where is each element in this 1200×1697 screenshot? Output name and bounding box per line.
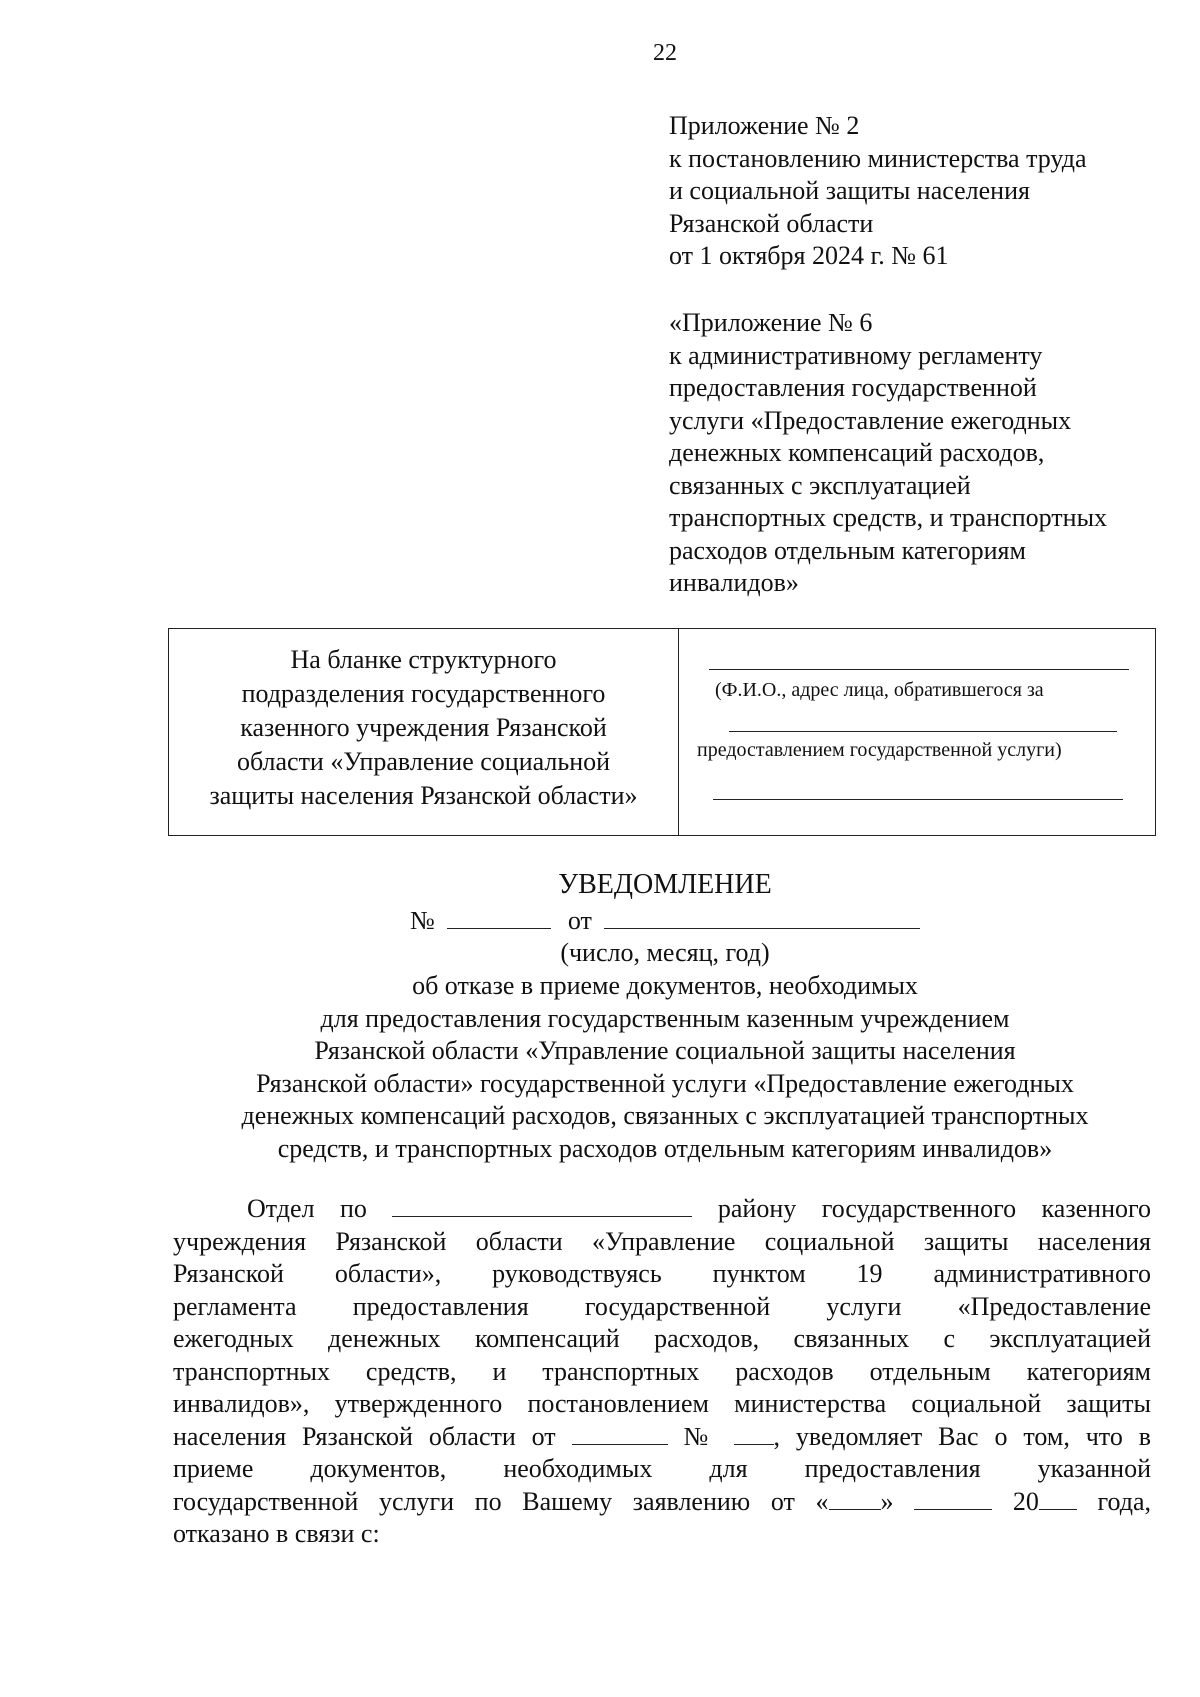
letterhead-line: На бланке структурного bbox=[290, 645, 557, 674]
body-text: года, bbox=[1097, 1486, 1151, 1516]
subject-line: Рязанской области» государственной услуги «Предоставление ежегодных bbox=[256, 1068, 1074, 1098]
body-line bbox=[173, 1421, 1151, 1454]
application-month-blank[interactable] bbox=[914, 1487, 992, 1510]
application-year-blank[interactable] bbox=[1039, 1487, 1077, 1510]
district-blank[interactable] bbox=[392, 1194, 692, 1217]
body-line: Рязанской области», руководствуясь пунктом 19 административного bbox=[173, 1259, 1151, 1288]
appendix-line: к административному регламенту bbox=[669, 340, 1043, 370]
recipient-blank-line-1[interactable] bbox=[709, 669, 1129, 670]
letterhead-line: казенного учреждения Рязанской bbox=[240, 713, 607, 742]
page-number: 22 bbox=[653, 40, 677, 66]
regulation-appendix-reference bbox=[669, 307, 1169, 600]
letterhead-line: защиты населения Рязанской области» bbox=[209, 781, 638, 810]
appendix-line: и социальной защиты населения bbox=[669, 176, 1030, 205]
appendix-line: «Приложение № 6 bbox=[669, 308, 873, 337]
body-text: району государственного казенного bbox=[717, 1194, 1151, 1223]
appendix-line: предоставления государственной bbox=[669, 373, 1037, 402]
notice-date-blank[interactable] bbox=[604, 904, 920, 929]
notice-number-line bbox=[410, 904, 920, 937]
body-line: инвалидов», утвержденного постановлением министерства социальной защиты bbox=[173, 1389, 1151, 1418]
number-label: № bbox=[410, 906, 435, 935]
application-day-blank[interactable] bbox=[829, 1487, 881, 1510]
subject-line: об отказе в приеме документов, необходимых bbox=[412, 971, 918, 1000]
appendix-line: от 1 октября 2024 г. № 61 bbox=[669, 241, 949, 270]
date-caption: (число, месяц, год) bbox=[560, 938, 770, 967]
letterhead-line: области «Управление социальной bbox=[236, 747, 611, 776]
body-text: № bbox=[683, 1421, 718, 1451]
subject-line: денежных компенсаций расходов, связанных с эксплуатацией транспортных bbox=[241, 1101, 1089, 1130]
recipient-caption-2: предоставлением государственной услуги) bbox=[697, 739, 1062, 761]
body-text: » bbox=[880, 1486, 894, 1516]
recipient-cell bbox=[679, 629, 1155, 835]
appendix-line: транспортных средств, и транспортных bbox=[669, 503, 1108, 532]
body-line: ежегодных денежных компенсаций расходов, связанных с эксплуатацией bbox=[173, 1324, 1151, 1353]
appendix-line: денежных компенсаций расходов, bbox=[669, 438, 1045, 467]
notice-title: УВЕДОМЛЕНИЕ bbox=[558, 869, 772, 900]
body-line: учреждения Рязанской области «Управление социальной защиты населения bbox=[173, 1226, 1151, 1256]
body-line: отказано в связи с: bbox=[173, 1519, 380, 1548]
recipient-blank-line-2[interactable] bbox=[729, 731, 1117, 732]
appendix-line: инвалидов» bbox=[669, 568, 799, 597]
body-line: транспортных средств, и транспортных расходов отдельным категориям bbox=[173, 1356, 1151, 1386]
body-text: 20 bbox=[1012, 1486, 1039, 1516]
body-line: приеме документов, необходимых для предоставления указанной bbox=[173, 1454, 1151, 1483]
notice-number-blank[interactable] bbox=[447, 904, 551, 929]
body-text: , уведомляет Вас о том, что в bbox=[773, 1421, 1151, 1451]
subject-line: Рязанской области «Управление социальной защиты населения bbox=[314, 1036, 1016, 1065]
body-text: Отдел по bbox=[247, 1194, 367, 1223]
notice-subject bbox=[0, 970, 1200, 1165]
appendix-line: к постановлению министерства труда bbox=[669, 143, 1087, 173]
appendix-reference bbox=[669, 110, 1169, 273]
appendix-line: Рязанской области bbox=[669, 208, 874, 238]
recipient-caption-1: (Ф.И.О., адрес лица, обратившегося за bbox=[715, 679, 1044, 701]
subject-line: средств, и транспортных расходов отдельным категориям инвалидов» bbox=[277, 1133, 1053, 1163]
notice-body bbox=[173, 1193, 1151, 1551]
body-line: регламента предоставления государственной услуги «Предоставление bbox=[173, 1291, 1151, 1321]
body-text: государственной услуги по Вашему заявлению от « bbox=[173, 1486, 829, 1516]
letterhead-table bbox=[168, 628, 1156, 836]
appendix-line: услуги «Предоставление ежегодных bbox=[669, 405, 1072, 435]
body-text: населения Рязанской области от bbox=[173, 1421, 556, 1451]
regulation-number-blank[interactable] bbox=[734, 1422, 774, 1445]
body-line bbox=[173, 1193, 1151, 1226]
letterhead-line: подразделения государственного bbox=[241, 679, 606, 708]
subject-line: для предоставления государственным казенным учреждением bbox=[320, 1003, 1010, 1033]
body-line bbox=[173, 1486, 1151, 1519]
appendix-line: Приложение № 2 bbox=[669, 111, 860, 140]
from-label: от bbox=[567, 906, 592, 935]
appendix-line: расходов отдельным категориям bbox=[669, 535, 1026, 565]
letterhead-cell bbox=[169, 629, 679, 835]
appendix-line: связанных с эксплуатацией bbox=[669, 470, 971, 500]
recipient-blank-line-3[interactable] bbox=[713, 799, 1123, 800]
regulation-date-blank[interactable] bbox=[572, 1422, 668, 1445]
